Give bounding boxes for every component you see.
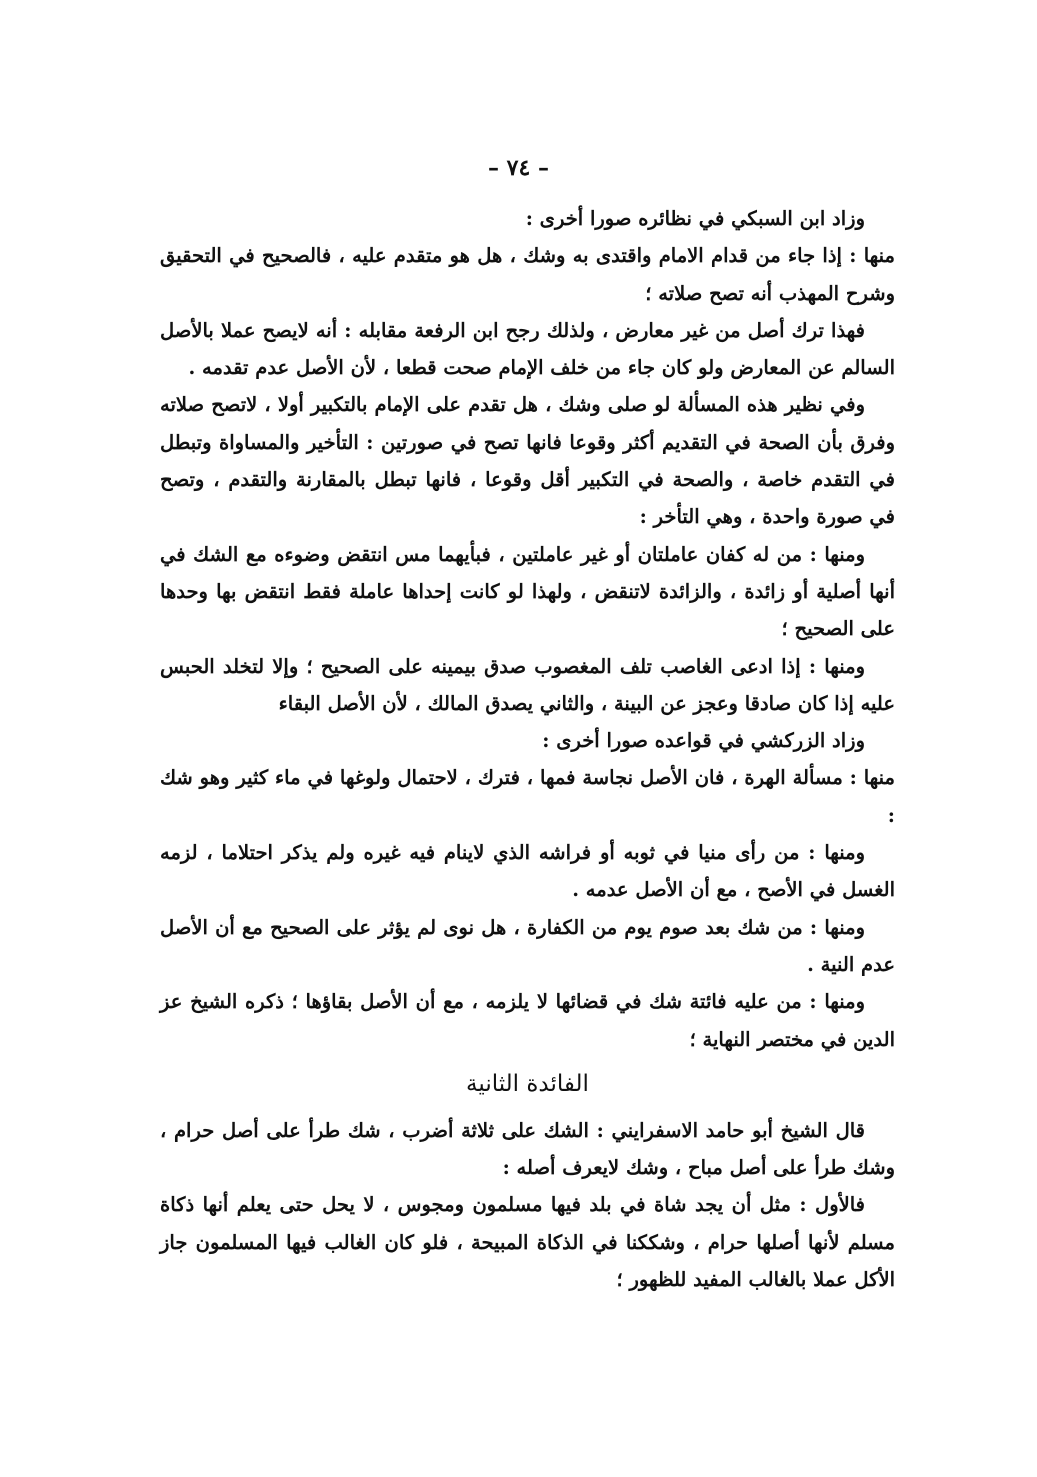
paragraph: ومنها : إذا ادعى الغاصب تلف المغصوب صدق بيمينه على الصحيح ؛ وإلا لتخلد الحبس عليه إذا كان صادقا وعجز عن البينة ، والثاني يصدق المالك ، لأن الأصل البقاء [160, 654, 895, 715]
page-number: – ٧٤ – [488, 155, 549, 181]
paragraph: ومنها : من شك بعد صوم يوم من الكفارة ، هل نوى لم يؤثر على الصحيح مع أن الأصل عدم النية . [160, 915, 895, 976]
page-body [160, 200, 895, 1298]
paragraph: ومنها : من له كفان عاملتان أو غير عاملتين ، فبأيهما مس انتقض وضوءه مع الشك في أنها أصلية أو زائدة ، والزائدة لاتنقض ، ولهذا لو كانت إحداها عاملة فقط انتقض بها وحدها على الصحيح ؛ [160, 542, 895, 641]
paragraph: منها : إذا جاء من قدام الامام واقتدى به وشك ، هل هو متقدم عليه ، فالصحيح في التحقيق وشرح المهذب أنه تصح صلاته ؛ [160, 244, 895, 305]
section-heading: الفائدة الثانية [466, 1070, 589, 1097]
paragraph: ومنها : من رأى منيا في ثوبه أو فراشه الذي لاينام فيه غيره ولم يذكر احتلاما ، لزمه الغسل في الأصح ، مع أن الأصل عدمه . [160, 841, 895, 902]
paragraph: فهذا ترك أصل من غير معارض ، ولذلك رجح ابن الرفعة مقابله : أنه لايصح عملا بالأصل السالم عن المعارض ولو كان جاء من خلف الإمام صحت قطعا ، لأن الأصل عدم تقدمه . [160, 318, 895, 380]
paragraph: قال الشيخ أبو حامد الاسفرايني : الشك على ثلاثة أضرب ، شك طرأ على أصل حرام ، وشك طرأ على أصل مباح ، وشك لايعرف أصله : [160, 1118, 895, 1180]
paragraph: وفي نظير هذه المسألة لو صلى وشك ، هل تقدم على الإمام بالتكبير أولا ، لاتصح صلاته وفرق بأن الصحة في التقديم أكثر وقوعا فانها تصح في صورتين : التأخير والمساواة وتبطل في التقدم خاصة ، والصحة في التكبير أقل وقوعا ، فانها تبطل بالمقارنة والتقدم ، وتصح في صورة واحدة ، وهي التأخر : [160, 393, 895, 529]
paragraph: منها : مسألة الهرة ، فان الأصل نجاسة فمها ، فترك ، لاحتمال ولوغها في ماء كثير وهو شك : [160, 766, 895, 827]
paragraph: فالأول : مثل أن يجد شاة في بلد فيها مسلمون ومجوس ، لا يحل حتى يعلم أنها ذكاة مسلم لأنها أصلها حرام ، وشككنا في الذكاة المبيحة ، فلو كان الغالب فيها المسلمون جاز الأكل عملا بالغالب المفيد للظهور ؛ [160, 1193, 895, 1292]
paragraph: وزاد ابن السبكي في نظائره صورا أخرى : [525, 207, 865, 230]
paragraph: ومنها : من عليه فائتة شك في قضائها لا يلزمه ، مع أن الأصل بقاؤها ؛ ذكره الشيخ عز الدين في مختصر النهاية ؛ [160, 990, 895, 1051]
paragraph: وزاد الزركشي في قواعده صورا أخرى : [542, 729, 865, 753]
